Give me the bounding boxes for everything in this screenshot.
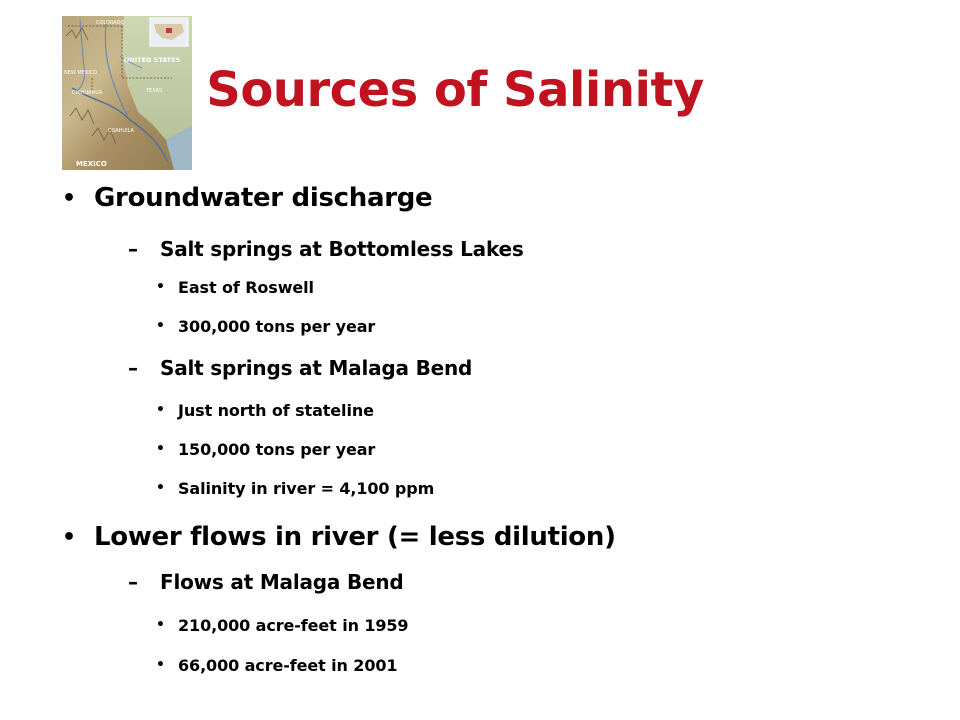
map-label-new-mexico: NEW MEXICO	[64, 70, 98, 76]
map-label-coahuila: COAHUILA	[108, 128, 134, 134]
bullet-text: Groundwater discharge	[94, 183, 433, 213]
detail-150000-tons	[156, 437, 375, 461]
bullet-marker: •	[62, 524, 76, 550]
detail-text: Salinity in river = 4,100 ppm	[178, 478, 435, 498]
bullet-marker: •	[156, 480, 165, 496]
map-label-mexico: MEXICO	[76, 160, 107, 168]
detail-text: 210,000 acre-feet in 1959	[178, 615, 409, 635]
detail-text: East of Roswell	[178, 277, 314, 297]
dash-marker: –	[128, 570, 138, 594]
bullet-marker: •	[62, 185, 76, 211]
map-label-united-states: UNITED STATES	[124, 56, 181, 64]
subbullet-flows-malaga-bend	[128, 568, 404, 596]
detail-text: 66,000 acre-feet in 2001	[178, 655, 398, 675]
map-label-texas: TEXAS	[146, 88, 163, 94]
bullet-lower-flows	[62, 520, 616, 554]
bullet-marker: •	[156, 318, 165, 334]
bullet-marker: •	[156, 402, 165, 418]
subbullet-malaga-bend-springs	[128, 354, 472, 382]
dash-marker: –	[128, 356, 138, 380]
map-label-chihuahua: CHIHUAHUA	[72, 90, 103, 96]
bullet-marker: •	[156, 657, 165, 673]
subbullet-text: Salt springs at Bottomless Lakes	[160, 237, 524, 261]
bullet-marker: •	[156, 279, 165, 295]
subbullet-text: Flows at Malaga Bend	[160, 570, 404, 594]
detail-north-of-stateline	[156, 398, 374, 422]
detail-east-of-roswell	[156, 275, 314, 299]
detail-text: 300,000 tons per year	[178, 316, 376, 336]
slide-title: Sources of Salinity	[206, 62, 704, 118]
subbullet-text: Salt springs at Malaga Bend	[160, 356, 473, 380]
detail-text: 150,000 tons per year	[178, 439, 376, 459]
detail-text: Just north of stateline	[178, 400, 374, 420]
detail-salinity-ppm	[156, 476, 434, 500]
detail-300000-tons	[156, 314, 375, 338]
detail-flow-1959	[156, 613, 408, 637]
map-label-colorado: COLORADO	[96, 20, 125, 26]
detail-flow-2001	[156, 653, 397, 677]
bullet-marker: •	[156, 617, 165, 633]
dash-marker: –	[128, 237, 138, 261]
bullet-groundwater-discharge	[62, 181, 432, 215]
bullet-text: Lower flows in river (= less dilution)	[94, 522, 616, 552]
bullet-marker: •	[156, 441, 165, 457]
subbullet-bottomless-lakes	[128, 235, 524, 263]
